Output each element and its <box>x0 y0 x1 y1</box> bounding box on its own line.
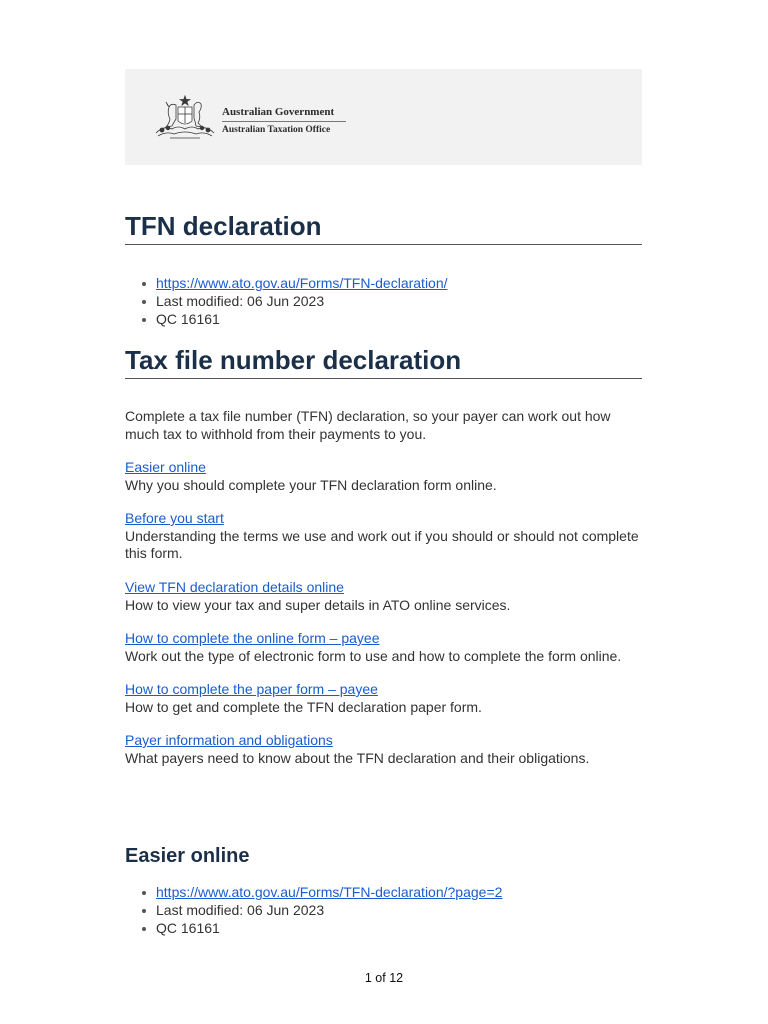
coat-of-arms-icon <box>152 93 218 141</box>
subsection-meta-list <box>140 883 502 937</box>
list-item <box>125 681 645 716</box>
logo-divider <box>222 121 346 122</box>
meta-qc: QC 16161 <box>140 310 448 328</box>
meta-last-modified: Last modified: 06 Jun 2023 <box>140 292 448 310</box>
link-description: Understanding the terms we use and work out if you should or should not complete this form. <box>125 527 639 561</box>
page-title: TFN declaration <box>125 210 642 245</box>
subsection-title: Easier online <box>125 845 250 867</box>
ato-logo <box>152 93 352 143</box>
list-item <box>125 459 645 494</box>
header-banner <box>125 69 642 165</box>
link-description: What payers need to know about the TFN declaration and their obligations. <box>125 749 590 766</box>
link-description: Work out the type of electronic form to use and how to complete the form online. <box>125 647 622 664</box>
meta-url-item <box>140 883 502 901</box>
link-paper-form-payee[interactable]: How to complete the paper form – payee <box>125 681 378 697</box>
list-item <box>125 732 645 767</box>
page-url-link[interactable]: https://www.ato.gov.au/Forms/TFN-declaration/ <box>156 275 448 291</box>
page-indicator: 1 of 12 <box>364 971 404 985</box>
link-description: Why you should complete your TFN declaration form online. <box>125 476 497 493</box>
logo-text-ato: Australian Taxation Office <box>222 125 331 135</box>
link-description: How to view your tax and super details in ATO online services. <box>125 596 511 613</box>
meta-last-modified: Last modified: 06 Jun 2023 <box>140 901 502 919</box>
meta-qc: QC 16161 <box>140 919 502 937</box>
list-item <box>125 579 645 614</box>
section-title: Tax file number declaration <box>125 344 642 379</box>
link-description: How to get and complete the TFN declaration paper form. <box>125 698 482 715</box>
meta-url-item <box>140 274 448 292</box>
list-item <box>125 630 645 665</box>
subsection-url-link[interactable]: https://www.ato.gov.au/Forms/TFN-declaration/?page=2 <box>156 884 503 900</box>
intro-paragraph: Complete a tax file number (TFN) declaration, so your payer can work out how much tax to withhold from their payments to you. <box>125 408 611 442</box>
link-before-you-start[interactable]: Before you start <box>125 510 224 526</box>
link-online-form-payee[interactable]: How to complete the online form – payee <box>125 630 380 646</box>
page-meta-list <box>140 274 448 328</box>
link-view-tfn-details[interactable]: View TFN declaration details online <box>125 579 344 595</box>
link-easier-online[interactable]: Easier online <box>125 459 206 475</box>
list-item <box>125 510 645 563</box>
link-payer-information[interactable]: Payer information and obligations <box>125 732 333 748</box>
logo-text-government: Australian Government <box>222 106 335 118</box>
